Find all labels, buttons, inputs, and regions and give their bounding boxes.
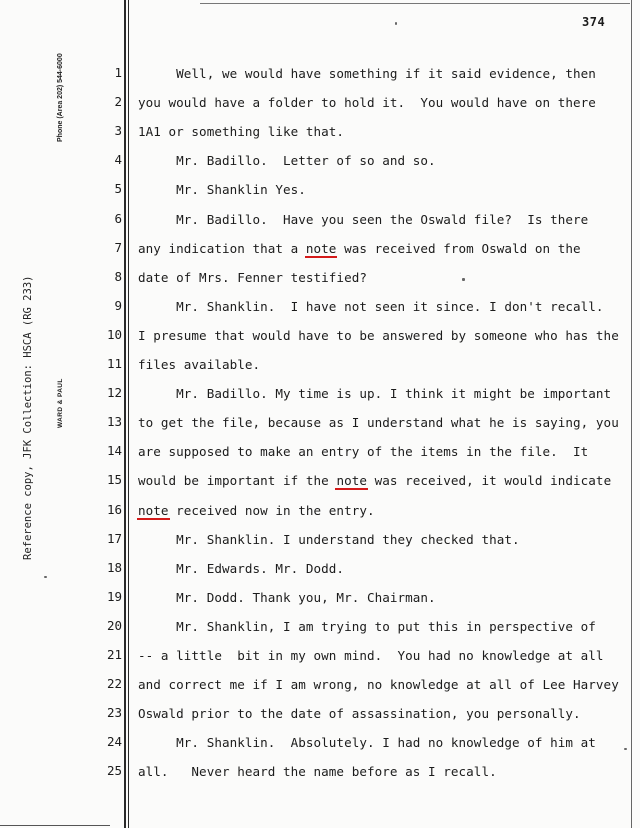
line-text-segment: Oswald prior to the date of assassination, you personally. [138,706,581,721]
line-text-segment: you would have a folder to hold it. You would have on there [138,95,596,110]
transcript-line [138,677,619,692]
line-text-segment: to get the file, because as I understand what he is saying, you [138,415,619,430]
transcript-line [138,66,596,81]
line-number: 3 [114,123,122,138]
line-number: 12 [106,385,122,400]
line-number: 19 [106,589,122,604]
line-text-segment: Mr. Shanklin, I am trying to put this in perspective of [138,619,596,634]
line-text-segment: Well, we would have something if it said evidence, then [138,66,596,81]
line-number: 5 [114,181,122,196]
line-number: 16 [106,502,122,517]
line-number: 9 [114,298,122,313]
line-text-segment: I presume that would have to be answered by someone who has the [138,328,619,343]
transcript-line [138,561,344,576]
transcript-line [138,648,604,663]
transcript-line [138,241,581,256]
transcript-line [138,532,520,547]
highlighted-word: note [305,241,337,256]
line-text-segment: Mr. Badillo. Letter of so and so. [138,153,436,168]
margin-firm-name: WARD & PAUL [57,378,64,428]
transcript-line [138,503,375,518]
line-text-segment: are supposed to make an entry of the items in the file. It [138,444,589,459]
line-text-segment: would be important if the [138,473,337,488]
transcript-line [138,764,497,779]
transcript-line [138,473,611,488]
transcript-line [138,212,588,227]
margin-rule-right [631,0,632,828]
margin-phone-text: Phone (Area 202) 544-6000 [57,53,64,142]
line-number: 21 [106,647,122,662]
line-text-segment: Mr. Badillo. Have you seen the Oswald file? Is there [138,212,589,227]
margin-rule-left [124,0,126,828]
line-number: 13 [106,414,122,429]
highlighted-word: note [336,473,367,488]
scan-speck [395,22,397,25]
line-text-segment: Mr. Dodd. Thank you, Mr. Chairman. [138,590,436,605]
transcript-line [138,299,604,314]
scan-speck [44,576,47,578]
line-text-segment: 1A1 or something like that. [138,124,345,139]
line-text-segment: Mr. Shanklin Yes. [138,182,306,197]
line-number: 1 [114,65,122,80]
transcript-line [138,706,581,721]
transcript-line [138,735,596,750]
transcript-line [138,270,367,285]
highlighted-word: note [138,503,169,518]
page-edge-bottom [0,825,110,826]
line-number: 20 [106,618,122,633]
transcript-line [138,182,306,197]
line-text-segment: files available. [138,357,261,372]
transcript-line [138,357,260,372]
transcript-line [138,386,611,401]
margin-rule-left-inner [128,0,129,828]
line-number: 7 [114,240,122,255]
line-number: 25 [106,763,122,778]
scan-speck [462,278,465,281]
line-number: 17 [106,531,122,546]
line-text-segment: date of Mrs. Fenner testified? [138,270,367,285]
page-number: 374 [582,15,606,29]
line-text-segment: received now in the entry. [168,503,375,518]
line-number: 23 [106,705,122,720]
transcript-line [138,619,596,634]
transcript-line [138,444,588,459]
line-text-segment: Mr. Shanklin. Absolutely. I had no knowledge of him at [138,735,596,750]
transcript-line [138,153,436,168]
transcript-line [138,415,619,430]
line-number: 18 [106,560,122,575]
line-number: 15 [106,472,122,487]
line-text-segment: -- a little bit in my own mind. You had no knowledge at all [138,648,604,663]
line-text-segment: Mr. Shanklin. I have not seen it since. I don't recall. [138,299,604,314]
line-number: 11 [106,356,122,371]
transcript-line [138,95,596,110]
transcript-line [138,124,344,139]
margin-reference-note: Reference copy, JFK Collection: HSCA (RG 233) [22,275,34,560]
page-edge-top [200,3,630,4]
line-number: 2 [114,94,122,109]
scan-speck [624,748,627,750]
line-text-segment: was received from Oswald on the [336,241,581,256]
line-text-segment: any indication that a [138,241,306,256]
line-text-segment: Mr. Shanklin. I understand they checked that. [138,532,520,547]
transcript-line [138,590,436,605]
line-text-segment: was received, it would indicate [366,473,612,488]
transcript-line [138,328,619,343]
line-text-segment: all. Never heard the name before as I recall. [138,764,497,779]
line-number: 14 [106,443,122,458]
line-text-segment: and correct me if I am wrong, no knowledge at all of Lee Harvey [138,677,619,692]
line-number: 6 [114,211,122,226]
line-text-segment: Mr. Badillo. My time is up. I think it might be important [138,386,612,401]
line-text-segment: Mr. Edwards. Mr. Dodd. [138,561,345,576]
line-number: 22 [106,676,122,691]
line-number: 8 [114,269,122,284]
line-number: 24 [106,734,122,749]
line-number: 10 [106,327,122,342]
line-number: 4 [114,152,122,167]
